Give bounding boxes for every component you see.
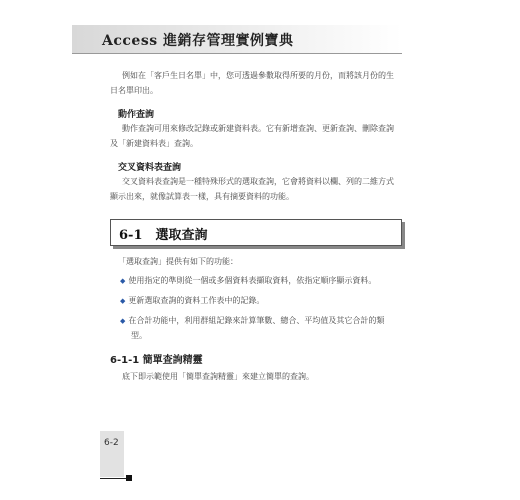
action-query-line-1: 動作查詢可用來修改記錄或新建資料表。它有新增查詢、更新查詢、刪除查詢 [122, 124, 394, 133]
bullet-item [120, 293, 264, 309]
bullet-text: 更新選取查詢的資料工作表中的記錄。 [128, 296, 265, 305]
intro-line-1: 例如在「客戶生日名單」中，您可透過參數取得所要的月份，而將該月份的生 [122, 71, 394, 80]
intro-line-2: 日名單印出。 [110, 86, 158, 95]
subsection-title: 6-1-1 簡單查詢精靈 [110, 355, 203, 366]
bullet-item [120, 313, 384, 329]
bullet-item [120, 273, 376, 289]
diamond-bullet-icon: ◆ [120, 297, 126, 305]
action-query-line-2: 及「新建資料表」查詢。 [110, 139, 198, 148]
crosstab-heading: 交叉資料表查詢 [118, 163, 182, 173]
subsection-text: 底下即示範使用「簡單查詢精靈」來建立簡單的查詢。 [122, 372, 314, 381]
book-title: Access 進銷存管理實例寶典 [102, 33, 294, 49]
crosstab-line-2: 顯示出來，就像試算表一樣，具有摘要資料的功能。 [110, 192, 294, 201]
diamond-bullet-icon: ◆ [120, 277, 126, 285]
crosstab-line-1: 交叉資料表查詢是一種特殊形式的選取查詢，它會將資料以欄、列的二維方式 [122, 177, 394, 186]
bullet-text: 在合計功能中，利用群組記錄來計算筆數、總合、平均值及其它合計的類 [128, 316, 385, 325]
select-query-intro: 「選取查詢」提供有如下的功能： [118, 257, 238, 266]
section-title: 6-1 選取查詢 [119, 228, 208, 243]
page-number: 6-2 [104, 438, 119, 448]
bullet-text: 使用指定的準則從一個或多個資料表擷取資料，依指定順序顯示資料。 [128, 276, 377, 285]
diamond-bullet-icon: ◆ [120, 317, 126, 325]
page-marker-square [126, 475, 132, 481]
page-rule [100, 478, 126, 479]
page-header [72, 25, 402, 54]
action-query-heading: 動作查詢 [118, 110, 155, 120]
section-heading-box [110, 219, 402, 246]
bullet-continuation: 型。 [131, 331, 147, 340]
